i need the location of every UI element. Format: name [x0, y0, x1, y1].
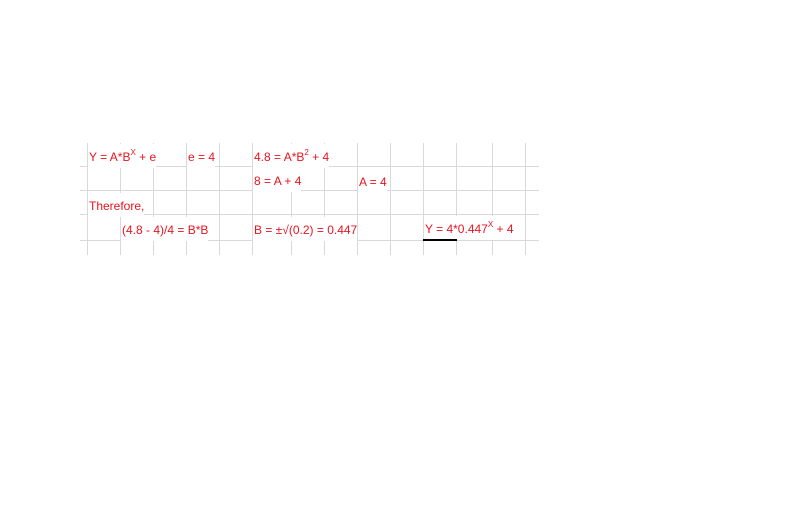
cell-equation-2[interactable] [253, 168, 301, 192]
model-text: Y = A*B [89, 150, 131, 164]
result-text: Y = 4*0.447 [425, 222, 488, 236]
b-value-text: B = ±√(0.2) = 0.447 [254, 223, 358, 237]
eq1-tail: + 4 [308, 150, 330, 164]
grid-row-line [80, 214, 539, 215]
eq3-text: (4.8 - 4)/4 = B*B [122, 223, 209, 237]
result-exponent: X [487, 220, 494, 229]
cell-result-equation[interactable] [424, 216, 514, 240]
cell-equation-3[interactable] [121, 217, 208, 241]
grid-column-line [525, 143, 526, 255]
cell-model-equation[interactable] [88, 144, 156, 168]
grid-row-line [80, 190, 539, 191]
model-exponent: X [130, 148, 136, 157]
cell-a-value[interactable] [358, 169, 387, 193]
cell-equation-1[interactable] [253, 144, 329, 168]
grid-column-line [390, 143, 391, 255]
grid-column-line [219, 143, 220, 255]
eq2-text: 8 = A + 4 [254, 174, 302, 188]
a-value-text: A = 4 [359, 175, 387, 189]
therefore-text: Therefore, [89, 199, 145, 213]
selected-cell-indicator [423, 239, 457, 241]
eq1-text: 4.8 = A*B [254, 150, 305, 164]
cell-e-value[interactable] [187, 144, 215, 168]
model-tail: + e [135, 150, 157, 164]
e-value-text: e = 4 [188, 150, 216, 164]
cell-therefore[interactable] [88, 193, 144, 217]
eq1-exponent: 2 [304, 148, 309, 157]
result-tail: + 4 [493, 222, 514, 236]
cell-b-value[interactable] [253, 217, 357, 241]
